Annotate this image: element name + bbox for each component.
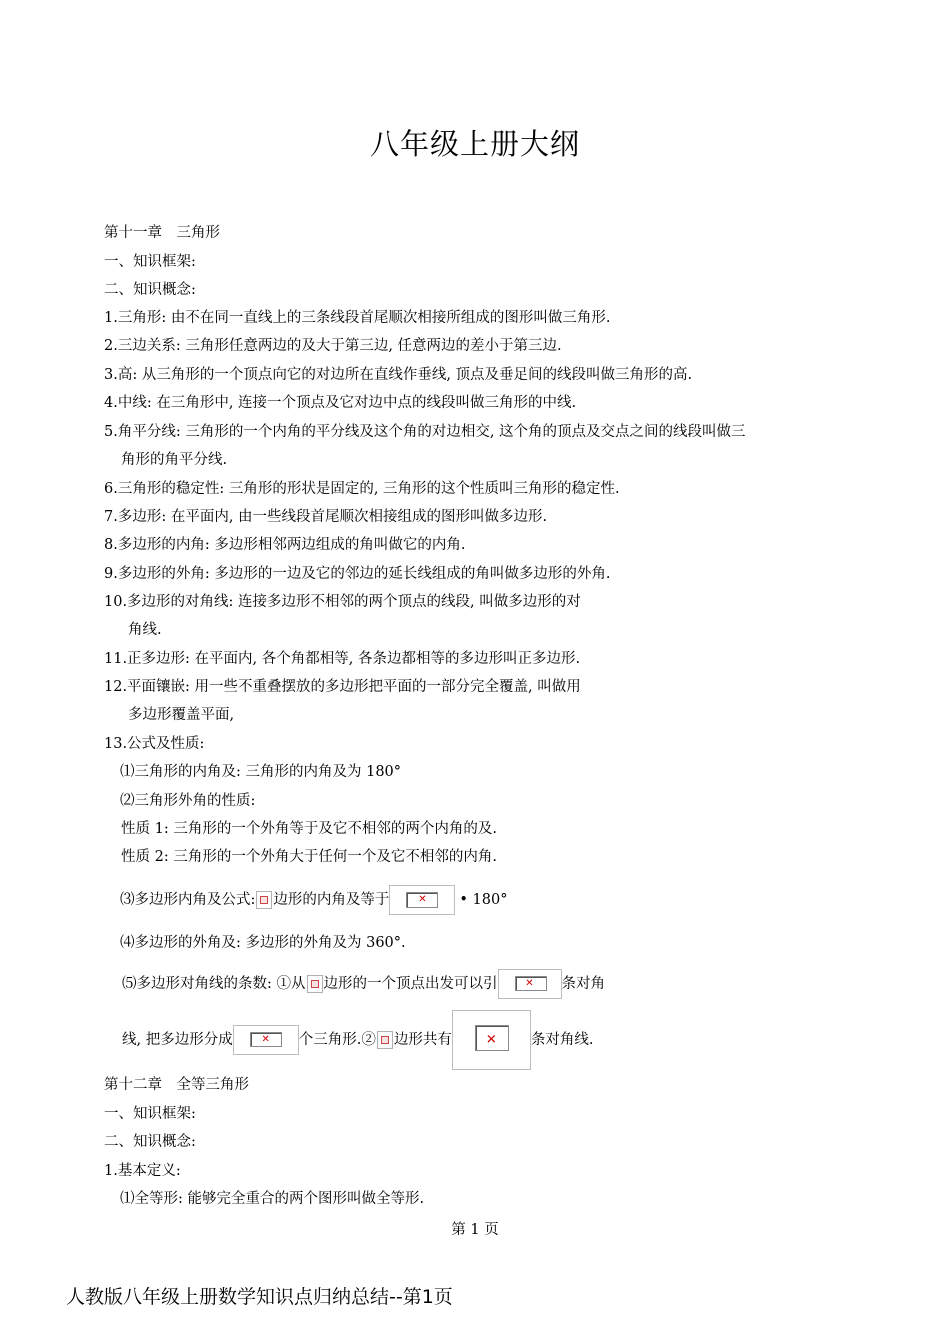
formula-5-text: 边形的一个顶点出发可以引 <box>323 976 498 992</box>
item-4: 4.中线: 在三角形中, 连接一个顶点及它对边中点的线段叫做三角形的中线. <box>104 395 577 411</box>
formula-6-text-c: 边形共有 <box>393 1032 452 1048</box>
formula-3-tail: • 180° <box>459 892 508 908</box>
broken-image-icon: ✕ <box>452 1010 531 1070</box>
item-8: 8.多边形的内角: 多边形相邻两边组成的角叫做它的内角. <box>104 537 466 553</box>
section-concepts: 二、知识概念: <box>104 282 196 298</box>
item-12-cont: 多边形覆盖平面, <box>128 707 235 723</box>
ch12-item-1a: ⑴全等形: 能够完全重合的两个图形叫做全等形. <box>120 1191 425 1207</box>
section-framework-2: 一、知识框架: <box>104 1106 196 1122</box>
item-6: 6.三角形的稳定性: 三角形的形状是固定的, 三角形的这个性质叫三角形的稳定性. <box>104 481 620 497</box>
chapter-12-heading: 第十二章 全等三角形 <box>104 1077 249 1093</box>
broken-image-icon <box>307 975 323 993</box>
broken-image-icon <box>377 1031 393 1049</box>
formula-5 <box>122 968 605 1000</box>
item-12: 12.平面镶嵌: 用一些不重叠摆放的多边形把平面的一部分完全覆盖, 叫做用 <box>104 679 581 695</box>
item-3: 3.高: 从三角形的一个顶点向它的对边所在直线作垂线, 顶点及垂足间的线段叫做三角形的高. <box>104 367 693 383</box>
item-5-cont: 角形的角平分线. <box>121 452 228 468</box>
formula-6-tail: 条对角线. <box>530 1032 594 1048</box>
formula-3-label: ⑶多边形内角及公式: <box>120 892 256 908</box>
ch12-item-1: 1.基本定义: <box>104 1163 181 1179</box>
formula-3-text: 边形的内角及等于 <box>273 892 390 908</box>
item-13: 13.公式及性质: <box>104 736 205 752</box>
broken-image-icon: ✕ <box>498 969 562 999</box>
formula-6-text-b: 个三角形.② <box>298 1032 376 1048</box>
item-7: 7.多边形: 在平面内, 由一些线段首尾顺次相接组成的图形叫做多边形. <box>104 509 548 525</box>
section-concepts-2: 二、知识概念: <box>104 1134 196 1150</box>
property-1: 性质 1: 三角形的一个外角等于及它不相邻的两个内角的及. <box>121 821 497 837</box>
formula-4: ⑷多边形的外角及: 多边形的外角及为 360°. <box>120 935 406 951</box>
page-number: 第 1 页 <box>451 1222 499 1238</box>
formula-1: ⑴三角形的内角及: 三角形的内角及为 180° <box>120 764 402 780</box>
property-2: 性质 2: 三角形的一个外角大于任何一个及它不相邻的内角. <box>121 849 497 865</box>
footer-caption: 人教版八年级上册数学知识点归纳总结--第1页 <box>66 1286 453 1308</box>
broken-image-icon <box>256 891 272 909</box>
formula-5-label: ⑸多边形对角线的条数: ①从 <box>122 976 306 992</box>
item-2: 2.三边关系: 三角形任意两边的及大于第三边, 任意两边的差小于第三边. <box>104 338 562 354</box>
item-1: 1.三角形: 由不在同一直线上的三条线段首尾顺次相接所组成的图形叫做三角形. <box>104 310 611 326</box>
document-title: 八年级上册大纲 <box>369 127 580 161</box>
formula-5-tail: 条对角 <box>561 976 605 992</box>
chapter-11-heading: 第十一章 三角形 <box>104 225 220 241</box>
item-11: 11.正多边形: 在平面内, 各个角都相等, 各条边都相等的多边形叫正多边形. <box>104 651 581 667</box>
item-10: 10.多边形的对角线: 连接多边形不相邻的两个顶点的线段, 叫做多边形的对 <box>104 594 581 610</box>
item-9: 9.多边形的外角: 多边形的一边及它的邻边的延长线组成的角叫做多边形的外角. <box>104 566 611 582</box>
broken-image-icon: ✕ <box>389 885 455 915</box>
formula-2: ⑵三角形外角的性质: <box>120 793 256 809</box>
section-framework: 一、知识框架: <box>104 254 196 270</box>
formula-6-text-a: 线, 把多边形分成 <box>122 1032 233 1048</box>
item-5: 5.角平分线: 三角形的一个内角的平分线及这个角的对边相交, 这个角的顶点及交点之间的线段叫做三 <box>104 424 746 440</box>
formula-3 <box>120 885 507 915</box>
broken-image-icon: ✕ <box>233 1025 299 1055</box>
item-10-cont: 角线. <box>128 622 162 638</box>
formula-6 <box>122 1010 593 1070</box>
